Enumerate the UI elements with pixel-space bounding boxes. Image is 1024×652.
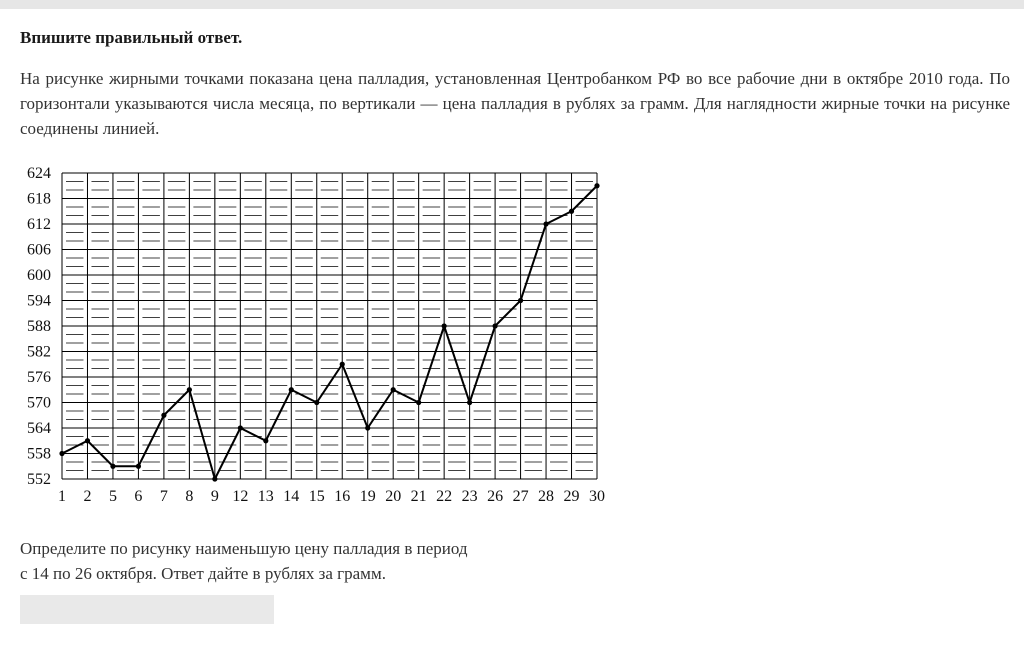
data-point <box>314 400 319 405</box>
question-text <box>20 536 540 586</box>
data-point <box>238 425 243 430</box>
data-point <box>442 323 447 328</box>
x-tick-label: 30 <box>589 488 605 505</box>
price-line-segment <box>291 390 316 403</box>
price-line-segment <box>62 441 87 454</box>
y-tick-label: 618 <box>27 190 51 208</box>
x-tick-label: 23 <box>461 488 478 505</box>
y-tick-label: 570 <box>27 394 51 412</box>
price-line-segment <box>368 390 393 428</box>
data-point <box>59 451 64 456</box>
y-tick-label: 582 <box>27 343 51 361</box>
x-tick-label: 13 <box>257 488 274 505</box>
x-tick-label: 28 <box>538 488 555 505</box>
y-tick-label: 576 <box>27 369 51 386</box>
data-point <box>85 438 90 443</box>
price-line-segment <box>342 364 367 428</box>
y-tick-label: 552 <box>27 471 51 488</box>
answer-input[interactable] <box>20 595 274 624</box>
x-tick-label: 2 <box>83 488 92 505</box>
y-tick-label: 558 <box>27 445 51 463</box>
y-tick-label: 564 <box>27 420 51 437</box>
data-point <box>467 400 472 405</box>
x-tick-label: 15 <box>308 488 325 505</box>
palladium-price-chart <box>18 162 618 512</box>
data-point <box>543 221 548 226</box>
data-point <box>416 400 421 405</box>
data-point <box>569 209 574 214</box>
data-point <box>340 362 345 367</box>
question-line-1: Определите по рисунку наименьшую цену палладия в период <box>20 539 468 558</box>
data-point <box>110 464 115 469</box>
y-tick-label: 612 <box>27 216 51 233</box>
x-tick-label: 16 <box>334 488 351 505</box>
x-tick-label: 22 <box>436 488 453 505</box>
x-tick-label: 21 <box>410 488 427 505</box>
price-line-segment <box>521 224 546 301</box>
x-tick-label: 20 <box>385 488 402 505</box>
x-tick-label: 29 <box>563 488 580 505</box>
data-point <box>161 413 166 418</box>
price-line-segment <box>419 326 444 403</box>
data-point <box>212 476 217 481</box>
price-line-segment <box>393 390 418 403</box>
data-point <box>263 438 268 443</box>
price-line-segment <box>266 390 291 441</box>
data-point <box>289 387 294 392</box>
price-line-segment <box>138 415 163 466</box>
y-tick-label: 606 <box>27 241 51 259</box>
x-tick-label: 5 <box>108 488 117 505</box>
data-point <box>492 323 497 328</box>
data-point <box>594 183 599 188</box>
x-tick-label: 8 <box>185 488 194 505</box>
x-tick-label: 1 <box>58 488 66 505</box>
instruction-heading: Впишите правильный ответ. <box>20 28 243 47</box>
top-bar <box>0 0 1024 9</box>
x-tick-label: 7 <box>159 488 168 505</box>
x-tick-label: 9 <box>210 488 219 505</box>
price-line-segment <box>546 211 571 224</box>
y-tick-label: 594 <box>27 292 51 310</box>
y-tick-label: 600 <box>27 267 51 284</box>
x-tick-label: 26 <box>487 488 504 505</box>
x-tick-label: 19 <box>359 488 376 505</box>
x-tick-label: 12 <box>232 488 249 505</box>
x-tick-label: 14 <box>283 488 300 505</box>
y-tick-label: 624 <box>27 165 51 182</box>
price-line-segment <box>495 301 520 327</box>
y-tick-label: 588 <box>27 318 51 335</box>
price-line-segment <box>444 326 469 403</box>
data-point <box>391 387 396 392</box>
question-line-2: с 14 по 26 октября. Ответ дайте в рублях за грамм. <box>20 564 386 583</box>
x-tick-label: 27 <box>512 488 529 505</box>
data-point <box>136 464 141 469</box>
x-tick-label: 6 <box>134 488 143 505</box>
data-point <box>518 298 523 303</box>
price-line-segment <box>470 326 495 403</box>
price-line-segment <box>240 428 265 441</box>
data-point <box>187 387 192 392</box>
problem-text: На рисунке жирными точками показана цена палладия, установленная Центробанком РФ во все рабочие дни в октябре 2010 года. По горизонтали указываются числа месяца, по вертикали — цена палладия в рублях за грамм. Для наглядности жирные точки на рисунке соединены линией. <box>20 69 1010 138</box>
price-line-segment <box>317 364 342 402</box>
price-line-segment <box>189 390 214 479</box>
data-point <box>365 425 370 430</box>
